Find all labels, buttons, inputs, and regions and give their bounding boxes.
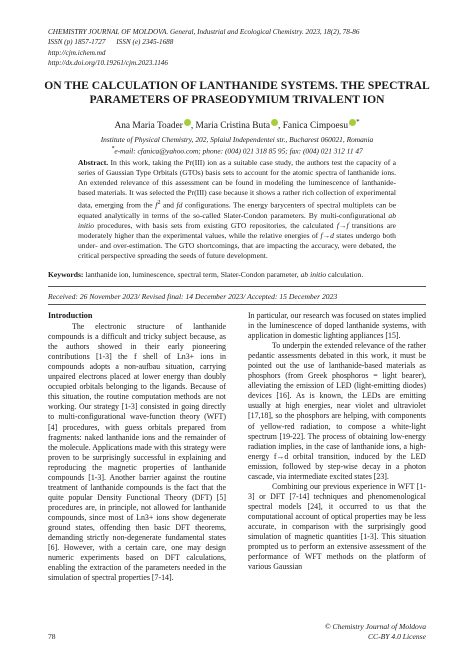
affiliation-contact: *e-mail: cfanica@yahoo.com; phone: (004) 021 318 85 95; fax: (004) 021 312 11 47 <box>111 145 363 156</box>
author-name: Maria Cristina Buta <box>195 121 271 131</box>
corresponding-author-mark: * <box>356 118 360 126</box>
license-text: CC-BY 4.0 License <box>367 632 426 641</box>
issn-line: ISSN (p) 1857-1727 ISSN (e) 2345-1688 <box>48 38 174 47</box>
keywords: Keywords: lanthanide ion, luminescence, spectral term, Slater-Condon parameter, ab initio calculation. <box>48 270 364 279</box>
author-list: Ana Maria Toader , Maria Cristina Buta , Fanica Cimpoesu * <box>114 118 360 131</box>
orcid-icon[interactable] <box>271 119 278 126</box>
article-dates: Received: 26 November 2023/ Revised final: 14 December 2023/ Accepted: 15 December 2023 <box>48 292 338 301</box>
title-line-1: ON THE CALCULATION OF LANTHANIDE SYSTEMS. THE SPECTRAL <box>44 79 430 92</box>
paragraph: The electronic structure of lanthanide compounds is a difficult and tricky subject because, as the authors showed in their early pioneering contributions [1-3] the f shell of Ln3+ ions in compounds adopts a non-aufbau situation, carrying unpaired electrons placed at lower energy than doubly occupied orbitals belonging to the ligands. Because of this situation, the routine computation methods are not working. Our strategy [1-3] consisted in going directly to multi-configurational wave-function theory (WFT) [4] procedures, with guess orbitals prepared from fragments: naked lanthanide ions and the remainder of the molecule. Applications made with this strategy were proven to be surprisingly successful in explaining and reproducing the magnetic properties of lanthanide compounds [1-3]. Another barrier against the routine treatment of lanthanide compounds is the fact that the quite popular Density Functional Theory (DFT) [5] procedures are, in principle, not allowed for lanthanide compounds, since most of Ln3+ ions show degenerate ground states, offending then basic DFT theorems, demanding strictly non-degenerate fundamental states [6]. However, with a certain care, one may design numeric experiments based on DFT calculations, enabling the extraction of the parameters needed in the simulation of spectral properties [7-14]. <box>48 322 226 583</box>
paragraph: In particular, our research was focused on states implied in the luminescence of doped lanthanide systems, with application in domestic lighting appliances [15]. <box>248 311 426 341</box>
journal-url[interactable]: http://cjm.ichem.md <box>48 48 106 57</box>
orcid-icon[interactable] <box>349 119 356 126</box>
orcid-icon[interactable] <box>184 119 191 126</box>
copyright-notice: © Chemistry Journal of Moldova <box>324 622 426 631</box>
paragraph: Combining our previous experience in WFT [1-3] or DFT [7-14] techniques and phenomenological spectral models [24], it occurred to us that the computational account of optical properties may be less accurate, in comparison with the surprisingly good simulation of magnetic quantities [1-3]. This situation prompted us to perform an extensive assessment of the performance of WFT methods on the platform of various Gaussian <box>248 481 426 572</box>
author-name: Ana Maria Toader <box>114 121 183 131</box>
paragraph: To underpin the extended relevance of the rather pedantic assessments debated in this work, it must be pointed out the use of lanthanide-based materials as phosphors (from Greek phosphoros = light bearer), alleviating the emission of LED (light-emitting diodes) devices [16]. As is known, the LEDs are emitting usually at high energies, near violet and ultraviolet [17,18], so the phosphors are helping, with components of yellow-red radiation, to compose a white-light spectrum [19-22]. The process of obtaining low-energy radiation implies, in the case of lanthanide ions, a high-energy f→d orbital transition, induced by the LED emission, followed by step-wise decay in a photon cascade, via intermediate excited states [23]. <box>248 341 426 481</box>
left-column <box>48 311 226 583</box>
article-title <box>30 79 444 107</box>
divider-top <box>48 286 426 287</box>
abstract-label: Abstract. <box>78 158 109 167</box>
doi-link[interactable]: http://dx.doi.org/10.19261/cjm.2023.1146 <box>48 58 168 67</box>
title-line-2: PARAMETERS OF PRASEODYMIUM TRIVALENT ION <box>89 93 385 106</box>
journal-header <box>48 27 359 68</box>
author-name: Fanica Cimpoesu <box>282 121 349 131</box>
abstract: Abstract. In this work, taking the Pr(III) ion as a suitable case study, the authors test the capacity of a series of Gaussian Type Orbitals (GTOs) basis sets to account for the atomic spectra of lanthanide ions. An extended relevance of this assessment can be found in modeling the luminescence of lanthanide-based materials. It was selected the Pr(III) case because it shows a rather rich collection of experimental data, emerging from the $f^2$ and fd configurations. The energy barycenters of spectral multiplets can be equated analytically in terms of the so-called Slater-Condon parameters. By multi-configurational ab initio procedures, with basis sets from existing GTO repositories, the calculated f→f transitions are moderately higher than the experimental values, while the relative energies of f→d states undergo both under- and over-estimation. The GTO shortcomings, that are impacting the accuracy, were debated, the critical perspective spreading the seeds of future development. <box>78 158 396 260</box>
divider-bottom <box>48 304 426 305</box>
section-heading-introduction: Introduction <box>48 311 93 320</box>
footer-license <box>300 622 426 642</box>
affiliation-address: Institute of Physical Chemistry, 202, Splaiul Independentei str., Bucharest 060021, Romania <box>100 135 374 144</box>
right-column <box>248 311 426 572</box>
journal-line: CHEMISTRY JOURNAL OF MOLDOVA. General, Industrial and Ecological Chemistry. 2023, 18(2), 78-86 <box>48 28 360 36</box>
affiliation <box>30 135 444 156</box>
page-number: 78 <box>48 632 56 641</box>
keywords-label: Keywords: <box>48 270 84 279</box>
